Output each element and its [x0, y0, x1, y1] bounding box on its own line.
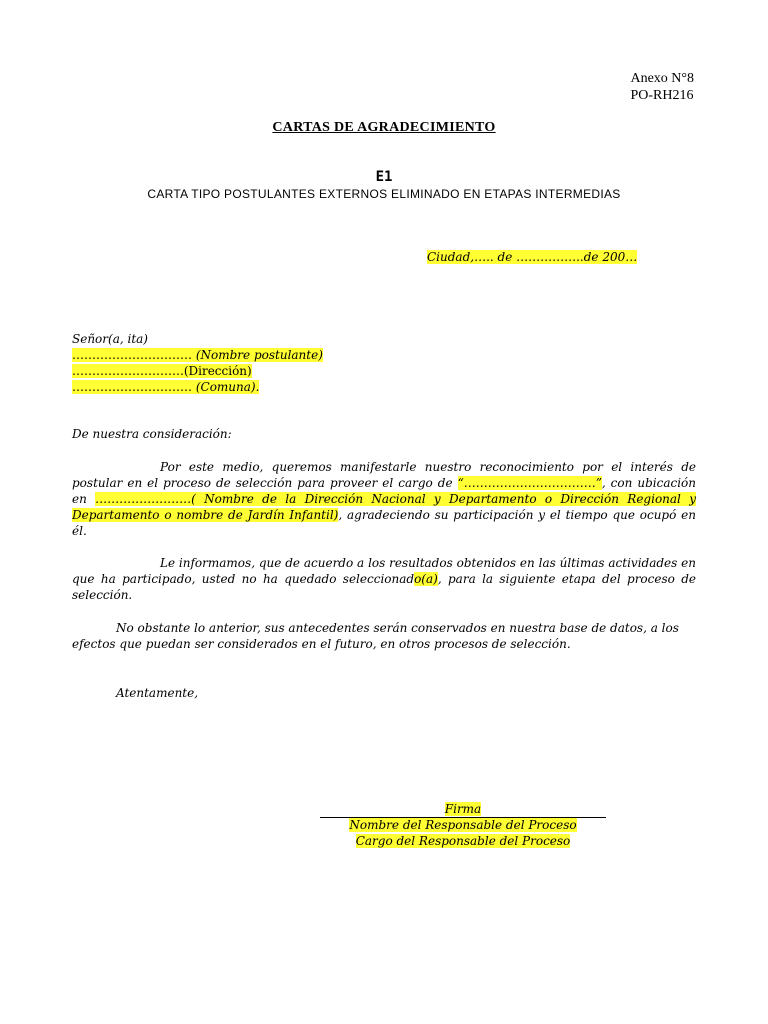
closing: Atentamente,	[116, 686, 199, 700]
p1-part1: Por este medio, queremos manifestarle nuestro reconocimiento por el interés de postular en el proceso de selección para proveer el cargo de	[72, 460, 696, 490]
p2-part2: , para la siguiente etapa del proceso de selección.	[72, 572, 696, 602]
gender-suffix-placeholder: o(a)	[414, 572, 438, 586]
procedure-code: PO-RH216	[630, 88, 694, 103]
recipient-commune-line	[72, 379, 696, 395]
recipient-address	[72, 331, 696, 395]
recipient-commune-dots: …………………………	[72, 380, 192, 394]
greeting: De nuestra consideración:	[72, 427, 232, 441]
paragraph-database: No obstante lo anterior, sus antecedentes serán conservados en nuestra base de datos, a los efectos que puedan ser considerados en el futuro, en otros procesos de selección.	[72, 621, 679, 651]
recipient-commune-end: .	[255, 380, 260, 394]
document-title: CARTAS DE AGRADECIMIENTO	[272, 120, 496, 135]
salutation: Señor(a, ita)	[72, 332, 148, 346]
letter-code: E1	[375, 169, 393, 185]
recipient-address-label: (Dirección)	[183, 364, 252, 378]
recipient-name-dots: …………………………	[72, 348, 192, 362]
responsible-name-line	[320, 817, 606, 833]
signature-label: Firma	[444, 802, 482, 816]
responsible-role: Cargo del Responsable del Proceso	[355, 834, 571, 848]
signature-line	[320, 817, 606, 818]
annex-header	[630, 70, 694, 104]
city-date-line	[427, 250, 637, 264]
responsible-name: Nombre del Responsable del Proceso	[349, 818, 577, 832]
recipient-commune-label: (Comuna)	[195, 380, 256, 394]
paragraph-interest	[72, 459, 696, 539]
recipient-address-dots: ……………………….	[72, 364, 184, 378]
signature-block	[320, 801, 606, 849]
p1-part3: , agradeciendo su participación y el tiempo que ocupó en él.	[72, 508, 696, 538]
annex-number: Anexo N°8	[630, 71, 694, 86]
paragraph-result	[72, 555, 696, 603]
letter-subtitle: CARTA TIPO POSTULANTES EXTERNOS ELIMINADO EN ETAPAS INTERMEDIAS	[147, 187, 621, 201]
p1-part2: , con ubicación en	[72, 476, 696, 506]
recipient-name-label: (Nombre postulante)	[195, 348, 323, 362]
p2-part1: Le informamos, que de acuerdo a los resultados obtenidos en las últimas actividades en que ha participado, usted no ha quedado seleccionad	[72, 556, 696, 586]
responsible-role-line	[320, 833, 606, 849]
position-placeholder: “……………………………”	[457, 476, 602, 490]
city-date-placeholder: Ciudad,….. de ……………..de 200…	[427, 250, 638, 264]
recipient-address-line	[72, 363, 696, 379]
location-placeholder: ……………………( Nombre de la Dirección Nacional y Departamento o Dirección Regional y Departamento o nombre de Jardín Infantil)	[72, 492, 696, 522]
signature-label-line	[320, 801, 606, 817]
recipient-name-line	[72, 347, 696, 363]
